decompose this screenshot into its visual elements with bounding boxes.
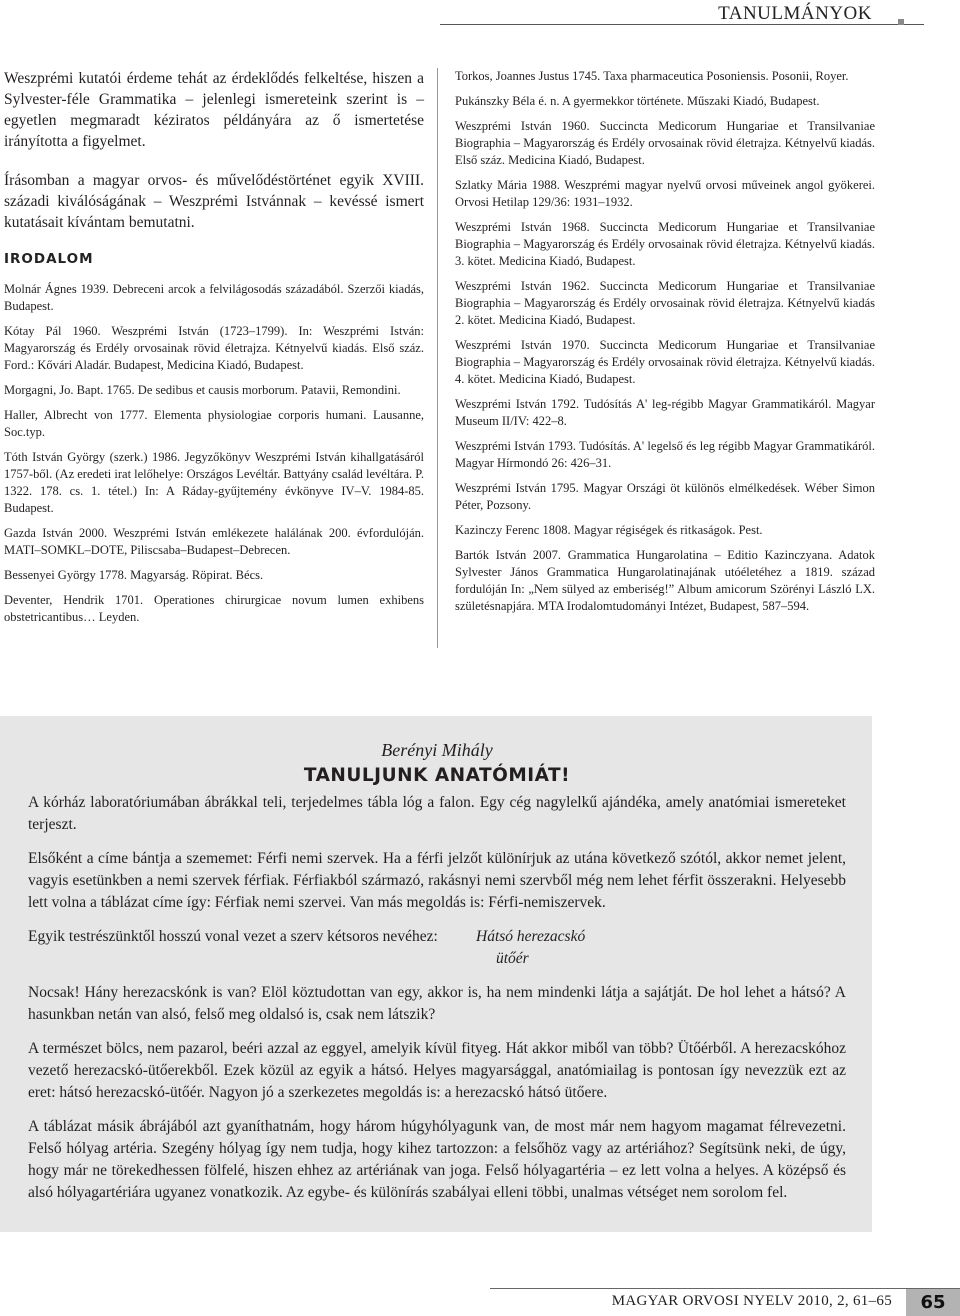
running-header xyxy=(440,0,960,28)
term-line: ütőér xyxy=(496,950,529,967)
reference-entry: Gazda István 2000. Weszprémi István emlékezete halálának 200. évfordulóján. MATI–SOMKL–DOTE, Piliscsaba–Budapest–Debrecen. xyxy=(4,526,424,557)
article-body-top xyxy=(28,792,846,914)
article-paragraph: Elsőként a címe bántja a szememet: Férfi nemi szervek. Ha a férfi jelzőt különírjuk az utána következő szótól, akkor nemet jelent, vagyis esetünkben a nemi szervek férfiak. Férfiakból származó, rakásnyi nemi szervből még nem lehet férfit összerakni. Helyesebb lett volna a táblázat címe így: Férfiak nemi szervei. Van más megoldás is: Férfi-nemiszervek. xyxy=(28,850,846,911)
term-example xyxy=(28,926,846,970)
reference-entry: Kazinczy Ferenc 1808. Magyar régiségek és ritkaságok. Pest. xyxy=(455,523,763,537)
intro-paragraph: Írásomban a magyar orvos- és művelődéstörténet egyik XVIII. századi kiválóságának – Weszprémi Istvánnak – kevéssé ismert kutatásait kívántam bemutatni. xyxy=(4,172,424,231)
references-list-right xyxy=(455,68,875,615)
reference-entry: Weszprémi István 1962. Succincta Medicorum Hungariae et Transilvaniae Biographia – Magyarország és Erdély orvosainak rövid életrajza. Kétnyelvű kiadás 2. kötet. Medicina Kiadó, Budapest. xyxy=(455,279,875,327)
article-paragraph: Nocsak! Hány herezacskónk is van? Elöl köztudottan van egy, akkor is, ha nem mindenki látja a sajátját. De hol lehet a hátsó? A hasunkban netán van alsó, felső meg oldalsó is, csak nem látszik? xyxy=(28,984,846,1023)
section-label: TANULMÁNYOK xyxy=(718,3,872,24)
article-title: TANULJUNK ANATÓMIÁT! xyxy=(303,765,571,786)
reference-entry: Haller, Albrecht von 1777. Elementa physiologiae corporis humani. Lausanne, Soc.typ. xyxy=(4,408,424,439)
term-label xyxy=(476,926,585,970)
article-author: Berényi Mihály xyxy=(381,740,493,760)
reference-entry: Morgagni, Jo. Bapt. 1765. De sedibus et causis morborum. Patavii, Remondini. xyxy=(4,383,401,397)
right-column xyxy=(455,68,875,623)
header-square-mark xyxy=(898,19,904,25)
reference-entry: Pukánszky Béla é. n. A gyermekkor története. Műszaki Kiadó, Budapest. xyxy=(455,94,820,108)
intro-paragraph: Weszprémi kutatói érdeme tehát az érdeklődés felkeltése, hiszen a Sylvester-féle Grammatika – jelenlegi ismereteink szerint is – egyetlen megmaradt kéziratos példányára az ő ismertetése irányította a figyelmet. xyxy=(4,70,424,150)
term-line: Hátsó herezacskó xyxy=(476,928,586,945)
page-footer xyxy=(490,1288,960,1316)
reference-entry: Weszprémi István 1795. Magyar Országi öt különös elmélkedések. Wéber Simon Péter, Pozsony. xyxy=(455,481,875,512)
reference-entry: Bartók István 2007. Grammatica Hungarolatina – Editio Kazinczyana. Adatok Sylvester János Grammatica Hungarolatinajának utóéletéhez a 1819. század fordulóján In: „Nem sülyed az emberiség!” Album amicorum Szörényi László LX. születésnapjára. MTA Irodalomtudományi Intézet, Budapest, 587–594. xyxy=(455,548,875,613)
reference-entry: Weszprémi István 1792. Tudósítás A' leg-régibb Magyar Grammatikáról. Magyar Museum II/IV: 422–8. xyxy=(455,397,875,428)
article-paragraph: A táblázat másik ábrájából azt gyaníthatnám, hogy három húgyhólyagunk van, de most már nem hagyom magamat félrevezetni. Felső hólyag artéria. Szegény hólyag így nem tudja, hogy kihez tartozzon: a felsőhöz vagy az artériához? Segítsünk neki, de úgy, hogy már ne törekedhessen fölfelé, hiszen ehhez az artériának van joga. Felső hólyagartéria – ez lett volna a helyes. A középső és alsó hólyagartériára ugyanez vonatkozik. Az egybe- és különírás szabályai elleni többi, unalmas vétséget nem sorolom fel. xyxy=(28,1118,846,1201)
article-box xyxy=(0,716,872,1232)
reference-entry: Weszprémi István 1960. Succincta Medicorum Hungariae et Transilvaniae Biographia – Magyarország és Erdély orvosainak rövid életrajza. Kétnyelvű kiadás. Első száz. Medicina Kiadó, Budapest. xyxy=(455,119,875,167)
reference-entry: Tóth István György (szerk.) 1986. Jegyzőkönyv Weszprémi István kihallgatásáról 1757-ből. (Az eredeti irat lelőhelye: Országos Levéltár. Battyány család levéltára. P. 1322. 178. cs. 1. tétel.) In: A Ráday-gyűjtemény évkönyve IV–V. 1984-85. Budapest. xyxy=(4,450,424,515)
article-paragraph: A természet bölcs, nem pazarol, beéri azzal az eggyel, amelyik kívül fityeg. Hát akkor miből van több? Ütőérből. A herezacskóhoz vezető herezacskó-ütőerekből. Ezek közül az egyik a hátsó. Helyes magyarsággal, anatómiailag is pontosan így nevezzük ezt az eret: hátsó herezacskó-ütőér. Nagyon jó a szerkezetes megoldás is: a herezacskó hátsó ütőere. xyxy=(28,1040,846,1101)
page-number: 65 xyxy=(906,1288,960,1316)
reference-entry: Molnár Ágnes 1939. Debreceni arcok a felvilágosodás századából. Szerzői kiadás, Budapest. xyxy=(4,282,424,313)
reference-entry: Weszprémi István 1968. Succincta Medicorum Hungariae et Transilvaniae Biographia – Magyarország és Erdély orvosainak rövid életrajza. Kétnyelvű kiadás. 3. kötet. Medicina Kiadó, Budapest. xyxy=(455,220,875,268)
article-body-bottom xyxy=(28,982,846,1204)
references-list-left xyxy=(4,281,424,626)
reference-entry: Szlatky Mária 1988. Weszprémi magyar nyelvű orvosi műveinek angol gyökerei. Orvosi Hetilap 129/36: 1931–1932. xyxy=(455,178,875,209)
footer-rule xyxy=(490,1288,960,1289)
references-heading: IRODALOM xyxy=(4,251,94,267)
header-rule xyxy=(440,24,924,25)
intro-text xyxy=(4,68,424,233)
column-divider xyxy=(437,68,438,648)
reference-entry: Bessenyei György 1778. Magyarság. Röpirat. Bécs. xyxy=(4,568,264,582)
journal-citation: MAGYAR ORVOSI NYELV 2010, 2, 61–65 xyxy=(611,1293,892,1309)
reference-entry: Weszprémi István 1970. Succincta Medicorum Hungariae et Transilvaniae Biographia – Magyarország és Erdély orvosainak rövid életrajza. Kétnyelvű kiadás. 4. kötet. Medicina Kiadó, Budapest. xyxy=(455,338,875,386)
left-column xyxy=(4,68,424,634)
reference-entry: Kótay Pál 1960. Weszprémi István (1723–1799). In: Weszprémi István: Magyarország és Erdély orvosainak rövid életrajza. Kétnyelvű kiadás. Első száz. Ford.: Kővári Aladár. Budapest, Medicina Kiadó, Budapest. xyxy=(4,324,424,372)
reference-entry: Deventer, Hendrik 1701. Operationes chirurgicae novum lumen exhibens obstetricantibus… Leyden. xyxy=(4,593,424,624)
article-paragraph: A kórház laboratóriumában ábrákkal teli, terjedelmes tábla lóg a falon. Egy cég nagylelkű ajándéka, amely anatómiai ismereteket terjeszt. xyxy=(28,794,846,833)
reference-entry: Torkos, Joannes Justus 1745. Taxa pharmaceutica Posoniensis. Posonii, Royer. xyxy=(455,69,849,83)
term-lead-text: Egyik testrészünktől hosszú vonal vezet a szerv kétsoros nevéhez: xyxy=(28,928,438,945)
reference-entry: Weszprémi István 1793. Tudósítás. A' legelső és leg régibb Magyar Grammatikáról. Magyar Hírmondó 26: 426–31. xyxy=(455,439,875,470)
